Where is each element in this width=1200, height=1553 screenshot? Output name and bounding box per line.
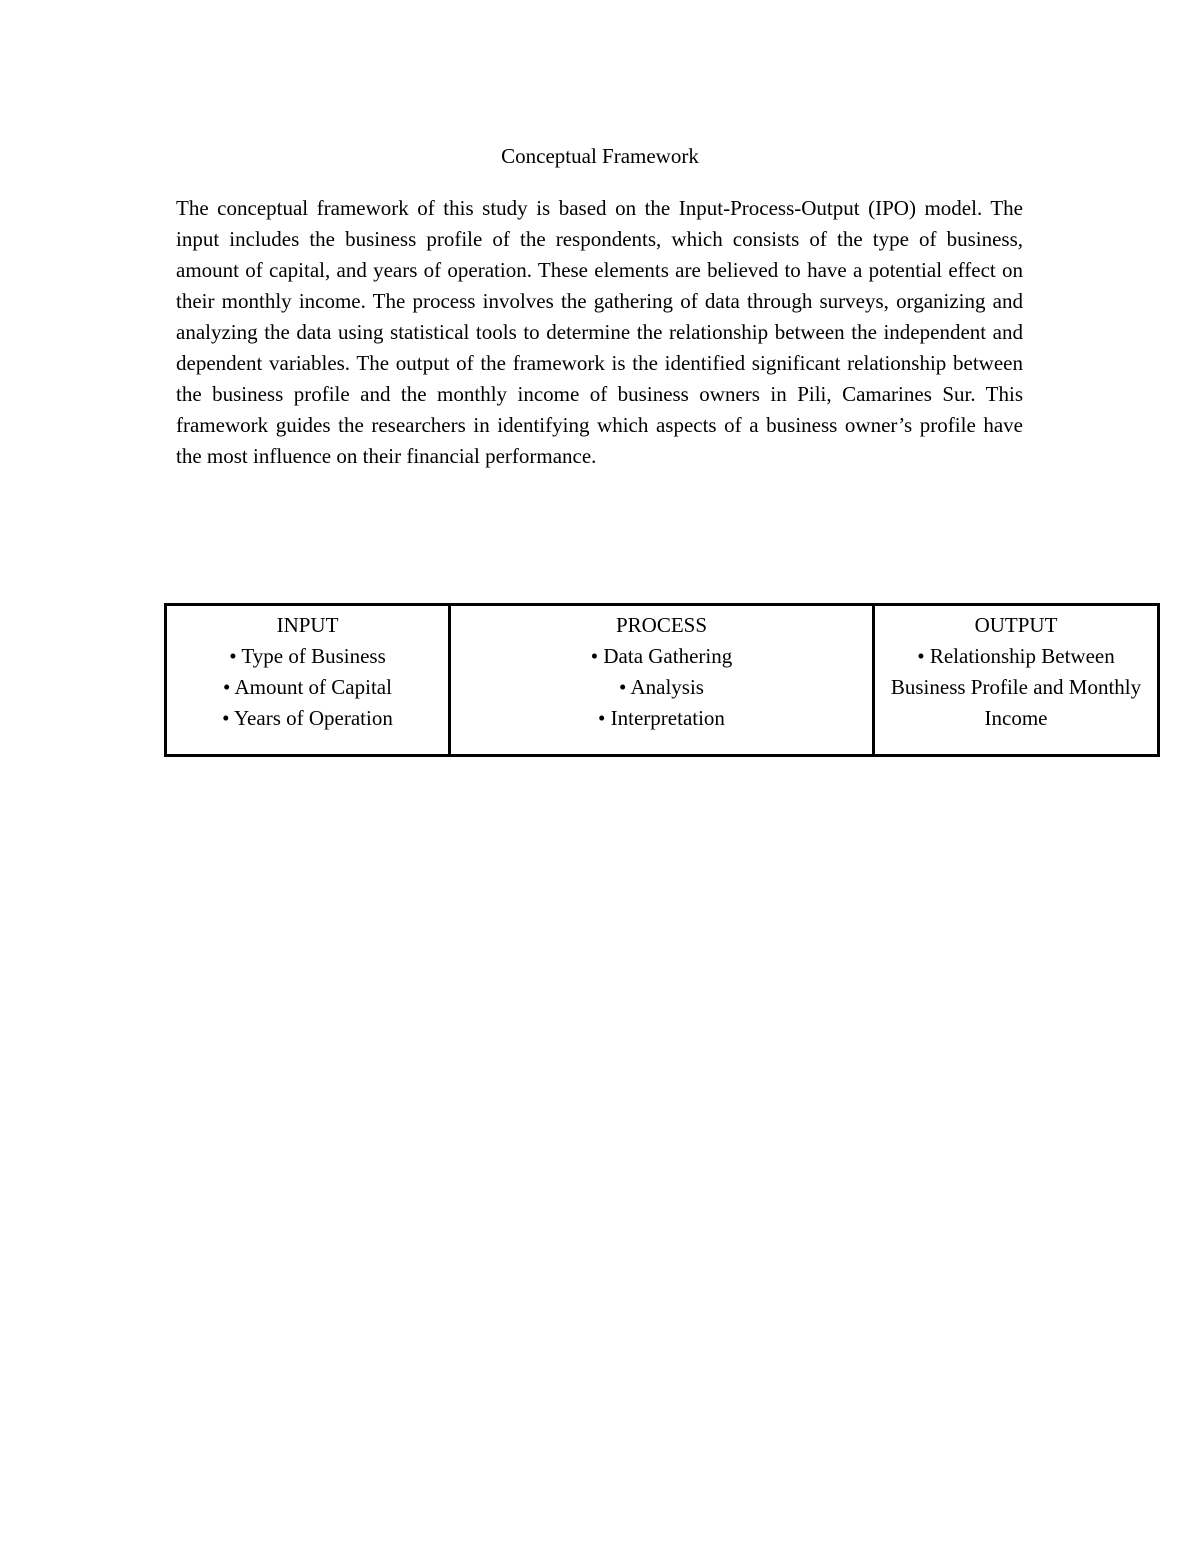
input-item: • Amount of Capital bbox=[223, 675, 392, 699]
input-heading: INPUT bbox=[276, 613, 339, 637]
ipo-row bbox=[166, 605, 1159, 756]
input-cell bbox=[166, 605, 450, 756]
process-item: • Analysis bbox=[619, 675, 704, 699]
page-title: Conceptual Framework bbox=[501, 144, 699, 168]
output-heading: OUTPUT bbox=[974, 613, 1058, 637]
input-item: • Years of Operation bbox=[222, 706, 393, 730]
process-heading: PROCESS bbox=[615, 613, 708, 637]
output-item: • Relationship Between Business Profile and Monthly Income bbox=[890, 644, 1142, 730]
process-item: • Interpretation bbox=[598, 706, 725, 730]
process-item: • Data Gathering bbox=[590, 644, 733, 668]
process-cell bbox=[450, 605, 874, 756]
input-item: • Type of Business bbox=[229, 644, 386, 668]
ipo-table bbox=[164, 603, 1160, 757]
framework-paragraph: The conceptual framework of this study is based on the Input-Process-Output (IPO) model. The input includes the business profile of the respondents, which consists of the type of business, amount of capital, and years of operation. These elements are believed to have a potential effect on their monthly income. The process involves the gathering of data through surveys, organizing and analyzing the data using statistical tools to determine the relationship between the independent and dependent variables. The output of the framework is the identified significant relationship between the business profile and the monthly income of business owners in Pili, Camarines Sur. This framework guides the researchers in identifying which aspects of a business owner’s profile have the most influence on their financial performance. bbox=[176, 196, 1023, 468]
output-cell bbox=[874, 605, 1159, 756]
